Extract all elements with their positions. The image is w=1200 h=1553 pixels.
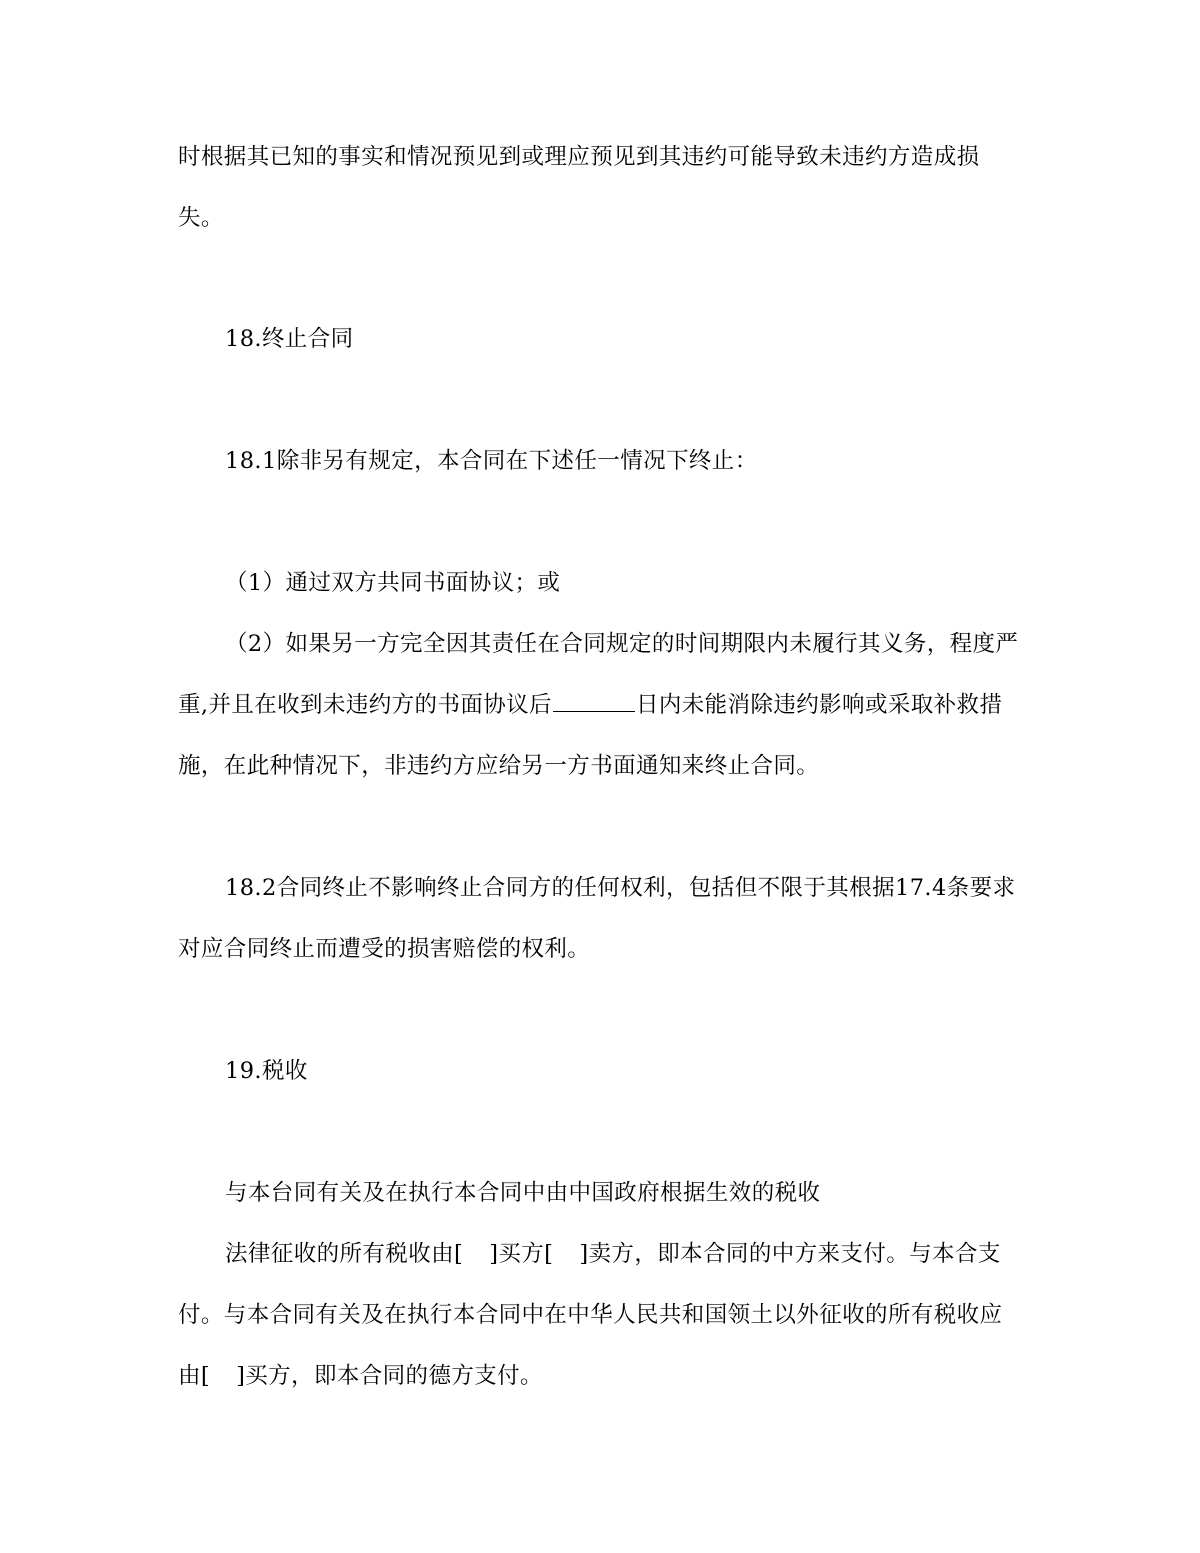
- section-19-para-line4: [178, 1361, 543, 1391]
- list-item-2-line2: [178, 690, 1002, 720]
- paragraph-17-continuation-line2: 失。: [178, 205, 224, 231]
- section-18-heading: 18.终止合同: [225, 326, 354, 352]
- list-item-2-line2-text-after: 日内未能消除违约影响或采取补救措: [635, 692, 1003, 718]
- clause-18-1: 18.1除非另有规定，本合同在下述任一情况下终止：: [225, 448, 758, 474]
- section-19-para-line4-part-a: 由[: [178, 1363, 211, 1389]
- list-item-2-line1: （2）如果另一方完全因其责任在合同规定的时间期限内未履行其义务，程度严: [225, 631, 1019, 657]
- days-blank: [553, 691, 635, 712]
- section-19-para-line2-part-a: 法律征收的所有税收由[: [225, 1241, 464, 1267]
- section-19-para-line3: 付。与本合同有关及在执行本合同中在中华人民共和国领土以外征收的所有税收应: [178, 1302, 1003, 1328]
- section-19-para-line1: 与本台同有关及在执行本合同中由中国政府根据生效的税收: [225, 1180, 821, 1206]
- section-19-para-line2-part-b: ]买方[: [489, 1241, 554, 1267]
- paragraph-17-continuation-line1: 时根据其已知的事实和情况预见到或理应预见到其违约可能导致未违约方造成损: [178, 144, 980, 170]
- section-19-para-line4-part-b: ]买方，即本合同的德方支付。: [236, 1363, 543, 1389]
- clause-18-2-line1: 18.2合同终止不影响终止合同方的任何权利，包括但不限于其根据17.4条要求: [225, 875, 1016, 901]
- list-item-1: （1）通过双方共同书面协议；或: [225, 570, 561, 596]
- section-19-para-line2: [225, 1239, 1001, 1269]
- list-item-2-line2-text-before: 重,并且在收到未违约方的书面协议后: [178, 692, 552, 718]
- section-19-para-line2-part-c: ]卖方，即本合同的中方来支付。与本合支: [579, 1241, 1001, 1267]
- list-item-2-line3: 施，在此种情况下，非违约方应给另一方书面通知来终止合同。: [178, 753, 820, 779]
- section-19-heading: 19.税收: [225, 1058, 308, 1084]
- clause-18-2-line2: 对应合同终止而遭受的损害赔偿的权利。: [178, 936, 591, 962]
